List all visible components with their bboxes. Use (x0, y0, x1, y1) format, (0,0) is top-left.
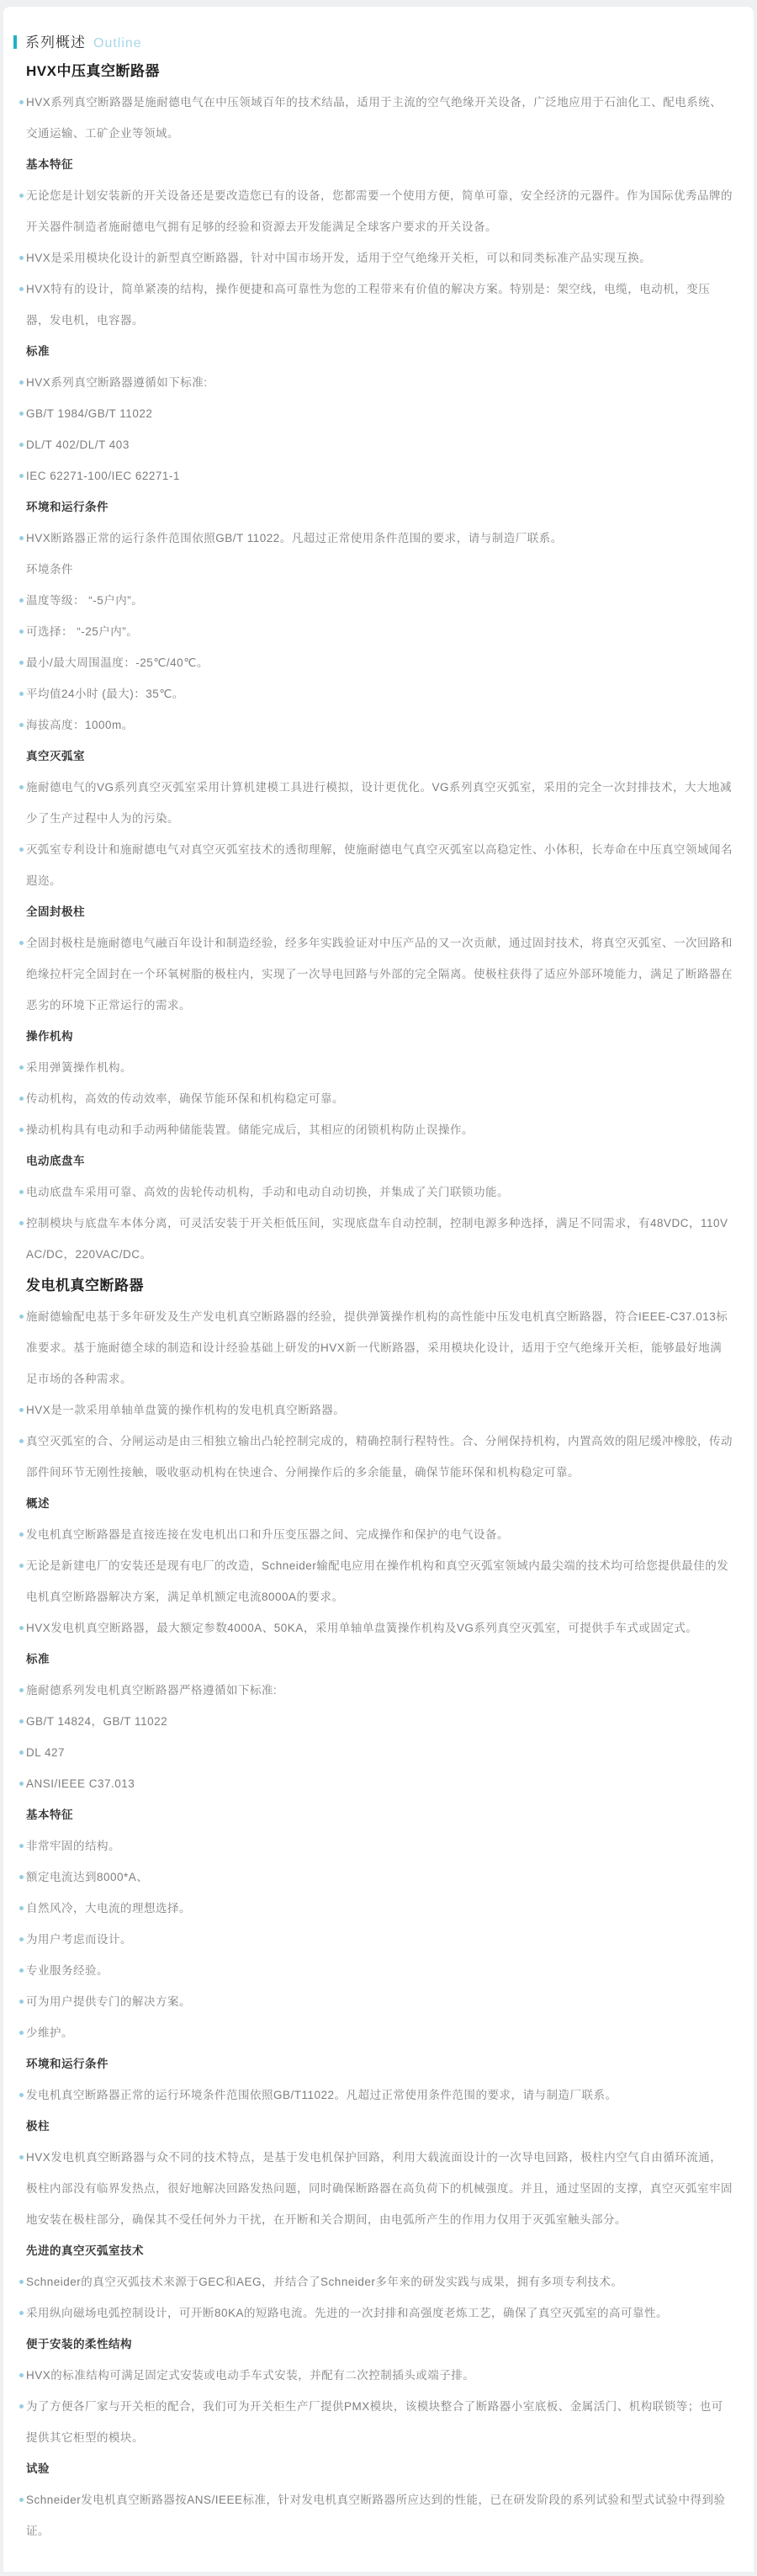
bullet-dot-icon (19, 380, 24, 385)
bullet-dot-icon (19, 661, 24, 665)
bullet-item (26, 1114, 733, 1145)
bullet-item (26, 1550, 733, 1612)
bullet-text: 全固封极柱是施耐德电气融百年设计和制造经验，经多年实践验证对中压产品的又一次贡献，通过固封技术，将真空灭弧室、一次回路和绝缘拉杆完全固封在一个环氧树脂的极柱内，实现了一次导电回路与外部的完全隔离。使极柱获得了适应外部环境能力，满足了断路器在恶劣的环境下正常运行的需求。 (26, 937, 733, 1012)
bullet-dot-icon (19, 2000, 24, 2004)
bullet-item (26, 523, 733, 554)
bullet-item (26, 1519, 733, 1550)
sub-heading: 极柱 (26, 2120, 50, 2133)
bullet-text: HVX是一款采用单轴单盘簧的操作机构的发电机真空断路器。 (26, 1404, 346, 1416)
bullet-item (26, 1426, 733, 1488)
bullet-dot-icon (19, 2311, 24, 2315)
bullet-dot-icon (19, 412, 24, 416)
bullet-dot-icon (19, 785, 24, 789)
bullet-item (26, 2079, 733, 2111)
bullet-dot-icon (19, 2373, 24, 2377)
bullet-text: ANSI/IEEE C37.013 (26, 1777, 135, 1790)
bullet-dot-icon (19, 536, 24, 540)
bullet-text: HVX是采用模块化设计的新型真空断路器，针对中国市场开发，适用于空气绝缘开关柜，可以和同类标准产品实现互换。 (26, 252, 652, 264)
bullet-text: HVX发电机真空断路器与众不同的技术特点，是基于发电机保护回路，利用大载流面设计的一次导电回路，极柱内空气自由循环流通，极柱内部没有临界发热点，很好地解决回路发热问题，同时确保断路器在高负荷下的机械强度。并且，通过坚固的支撑，真空灭弧室牢固地安装在极柱部分，确保其不受任何外力干扰，在开断和关合期间，由电弧所产生的作用力仅用于灭弧室触头部分。 (26, 2151, 733, 2226)
bullet-dot-icon (19, 1906, 24, 1910)
bullet-dot-icon (19, 474, 24, 478)
sub-heading: 基本特征 (26, 158, 73, 171)
bullet-dot-icon (19, 256, 24, 260)
bullet-text: 无论您是计划安装新的开关设备还是要改造您已有的设备，您都需要一个使用方便，简单可靠，安全经济的元器件。作为国际优秀品牌的开关器件制造者施耐德电气拥有足够的经验和资源去开发能满足全球客户要求的开关设备。 (26, 189, 733, 233)
sub-heading: 先进的真空灭弧室技术 (26, 2244, 144, 2257)
bullet-dot-icon (19, 1408, 24, 1412)
section-heading: 发电机真空断路器 (26, 1277, 144, 1293)
bullet-item (26, 2391, 733, 2453)
bullet-item (26, 1052, 733, 1083)
sub-heading: 真空灭弧室 (26, 750, 85, 762)
bullet-text: GB/T 14824，GB/T 11022 (26, 1715, 168, 1728)
bullet-text: 额定电流达到8000*A、 (26, 1871, 149, 1883)
sub-heading: 环境和运行条件 (26, 2058, 109, 2070)
bullet-text: DL/T 402/DL/T 403 (26, 438, 130, 451)
bullet-dot-icon (19, 1750, 24, 1755)
bullet-text: HVX特有的设计，简单紧凑的结构，操作便捷和高可靠性为您的工程带来有价值的解决方案。特别是：架空线，电缆，电动机，变压器，发电机，电容器。 (26, 283, 711, 327)
bullet-text: HVX发电机真空断路器，最大额定参数4000A、50KA，采用单轴单盘簧操作机构及VG系列真空灭弧室，可提供手车式或固定式。 (26, 1622, 698, 1634)
bullet-text: 无论是新建电厂的安装还是现有电厂的改造，Schneider输配电应用在操作机构和真空灭弧室领域内最尖端的技术均可给您提供最佳的发电机真空断路器解决方案，满足单机额定电流8000A的要求。 (26, 1559, 729, 1603)
bullet-item (26, 1737, 733, 1768)
bullet-item (26, 1768, 733, 1799)
bullet-dot-icon (19, 287, 24, 291)
accent-bar-icon (13, 35, 17, 49)
bullet-dot-icon (19, 598, 24, 603)
bullet-dot-icon (19, 1221, 24, 1225)
bullet-text: 专业服务经验。 (26, 1964, 109, 1977)
bullet-text: 可选择： “-25户内”。 (26, 625, 139, 638)
sub-heading: 环境和运行条件 (26, 501, 109, 513)
bullet-text: 施耐德系列发电机真空断路器严格遵循如下标准: (26, 1684, 278, 1697)
bullet-item (26, 1830, 733, 1862)
bullet-dot-icon (19, 1968, 24, 1973)
bullet-item (26, 87, 733, 149)
bullet-dot-icon (19, 1564, 24, 1568)
bullet-item (26, 2297, 733, 2329)
sub-heading: 试验 (26, 2462, 50, 2475)
bullet-text: 控制模块与底盘车本体分离，可灵活安装于开关柜低压间，实现底盘车自动控制，控制电源多种选择，满足不同需求，有48VDC，110V AC/DC，220VAC/DC。 (26, 1217, 728, 1261)
bullet-text: 发电机真空断路器正常的运行环境条件范围依照GB/T11022。凡超过正常使用条件范围的要求，请与制造厂联系。 (26, 2089, 617, 2101)
bullet-dot-icon (19, 1782, 24, 1786)
bullet-text: 自然风冷，大电流的理想选择。 (26, 1902, 191, 1915)
bullet-item (26, 1612, 733, 1644)
bullet-dot-icon (19, 1532, 24, 1537)
bullet-text: 平均值24小时 (最大)：35℃。 (26, 688, 184, 700)
bullet-text: 真空灭弧室的合、分闸运动是由三相独立输出凸轮控制完成的，精确控制行程特性。合、分闸保持机构，内置高效的阻尼缓冲橡胶，传动部件间环节无刚性接触，吸收驱动机构在快速合、分闸操作后的多余能量，确保节能环保和机构稳定可靠。 (26, 1435, 733, 1479)
bullet-dot-icon (19, 1626, 24, 1630)
bullet-dot-icon (19, 1190, 24, 1194)
bullet-item (26, 398, 733, 429)
bullet-text: 最小/最大周围温度：-25℃/40℃。 (26, 656, 209, 669)
bullet-text: HVX系列真空断路器是施耐德电气在中压领域百年的技术结晶，适用于主流的空气绝缘开关设备，广泛地应用于石油化工、配电系统、交通运输、工矿企业等领域。 (26, 96, 723, 140)
bullet-item (26, 1176, 733, 1208)
bullet-item (26, 585, 733, 616)
bullet-dot-icon (19, 1097, 24, 1101)
bullet-dot-icon (19, 1065, 24, 1070)
bullet-item (26, 2017, 733, 2048)
bullet-dot-icon (19, 100, 24, 104)
bullet-dot-icon (19, 629, 24, 634)
bullet-item (26, 678, 733, 709)
bullet-text: 操动机构具有电动和手动两种储能装置。储能完成后，其相应的闭锁机构防止误操作。 (26, 1123, 474, 1136)
bullet-item (26, 1083, 733, 1114)
bullet-dot-icon (19, 1315, 24, 1319)
bullet-item (26, 647, 733, 678)
bullet-dot-icon (19, 2280, 24, 2284)
sub-heading: 标准 (26, 1653, 50, 1665)
bullet-dot-icon (19, 1875, 24, 1879)
bullet-text: HVX断路器正常的运行条件范围依照GB/T 11022。凡超过正常使用条件范围的要求，请与制造厂联系。 (26, 532, 563, 544)
bullet-dot-icon (19, 194, 24, 198)
bullet-item (26, 1675, 733, 1706)
sub-heading: 基本特征 (26, 1809, 73, 1821)
bullet-item (26, 2142, 733, 2235)
bullet-item (26, 180, 733, 242)
bullet-dot-icon (19, 1719, 24, 1724)
bullet-item (26, 1986, 733, 2017)
page-subtitle: Outline (93, 36, 142, 50)
page-title: 系列概述 (25, 35, 86, 50)
bullet-dot-icon (19, 1844, 24, 1848)
bullet-item (26, 1955, 733, 1986)
bullet-dot-icon (19, 2031, 24, 2035)
bullet-dot-icon (19, 847, 24, 852)
bullet-item (26, 927, 733, 1021)
bullet-item (26, 709, 733, 741)
bullet-text: 灭弧室专利设计和施耐德电气对真空灭弧室技术的透彻理解，使施耐德电气真空灭弧室以高稳定性、小体积，长寿命在中压真空领域闻名遐迩。 (26, 843, 733, 887)
bullet-text: IEC 62271-100/IEC 62271-1 (26, 470, 180, 482)
bullet-text: HVX系列真空断路器遵循如下标准: (26, 376, 208, 389)
bullet-text: 施耐德电气的VG系列真空灭弧室采用计算机建模工具进行模拟，设计更优化。VG系列真空灭弧室，采用的完全一次封排技术，大大地减少了生产过程中人为的污染。 (26, 781, 733, 825)
sub-heading: 电动底盘车 (26, 1155, 85, 1167)
bullet-item (26, 1208, 733, 1270)
bullet-item (26, 2266, 733, 2297)
bullet-item (26, 367, 733, 398)
bullet-text: 少维护。 (26, 2026, 73, 2039)
bullet-dot-icon (19, 1937, 24, 1941)
bullet-text: 发电机真空断路器是直接连接在发电机出口和升压变压器之间、完成操作和保护的电气设备。 (26, 1528, 509, 1541)
section-header (26, 35, 733, 50)
section-heading: HVX中压真空断路器 (26, 63, 160, 79)
sub-heading: 概述 (26, 1497, 50, 1510)
bullet-text: 海拔高度：1000m。 (26, 719, 134, 731)
bullet-dot-icon (19, 692, 24, 696)
bullet-text: 采用弹簧操作机构。 (26, 1061, 132, 1074)
sub-heading: 全固封极柱 (26, 906, 85, 918)
bullet-dot-icon (19, 2498, 24, 2502)
bullet-item (26, 274, 733, 336)
bullet-dot-icon (19, 2155, 24, 2159)
bullet-text: GB/T 1984/GB/T 11022 (26, 407, 153, 420)
bullet-dot-icon (19, 941, 24, 945)
bullet-item (26, 1862, 733, 1893)
bullet-item (26, 429, 733, 460)
bullet-dot-icon (19, 443, 24, 447)
bullet-item (26, 834, 733, 896)
sub-heading: 标准 (26, 345, 50, 358)
document-body (26, 56, 733, 2547)
bullet-text: 为了方便各厂家与开关柜的配合，我们可为开关柜生产厂提供PMX模块，该模块整合了断路器小室底板、金属活门、机构联锁等；也可提供其它柜型的模块。 (26, 2400, 723, 2444)
bullet-text: 电动底盘车采用可靠、高效的齿轮传动机构，手动和电动自动切换，并集成了关门联锁功能。 (26, 1186, 509, 1198)
bullet-text: Schneider的真空灭弧技术来源于GEC和AEG，并结合了Schneider多年来的研发实践与成果，拥有多项专利技术。 (26, 2276, 623, 2288)
sub-heading: 便于安装的柔性结构 (26, 2338, 132, 2350)
bullet-item (26, 1706, 733, 1737)
bullet-item (26, 616, 733, 647)
content-card (3, 7, 754, 2572)
bullet-dot-icon (19, 2093, 24, 2097)
bullet-dot-icon (19, 2404, 24, 2409)
bullet-item (26, 2484, 733, 2547)
bullet-item (26, 1301, 733, 1394)
bullet-item (26, 2360, 733, 2391)
bullet-text: 非常牢固的结构。 (26, 1840, 120, 1852)
bullet-dot-icon (19, 1688, 24, 1692)
sub-heading: 操作机构 (26, 1030, 73, 1043)
bullet-item (26, 1394, 733, 1426)
bullet-text: 可为用户提供专门的解决方案。 (26, 1995, 191, 2008)
bullet-item (26, 1924, 733, 1955)
plain-text: 环境条件 (26, 563, 73, 576)
bullet-text: HVX的标准结构可满足固定式安装或电动手车式安装，并配有二次控制插头或端子排。 (26, 2369, 475, 2382)
bullet-dot-icon (19, 723, 24, 727)
bullet-text: 传动机构，高效的传动效率，确保节能环保和机构稳定可靠。 (26, 1092, 344, 1105)
bullet-text: 施耐德输配电基于多年研发及生产发电机真空断路器的经验，提供弹簧操作机构的高性能中压发电机真空断路器，符合IEEE-C37.013标准要求。基于施耐德全球的制造和设计经验基础上研发的HVX新一代断路器，采用模块化设计，适用于空气绝缘开关柜，能够最好地满足市场的各种需求。 (26, 1310, 728, 1385)
bullet-text: 温度等级： “-5户内”。 (26, 594, 144, 607)
bullet-text: DL 427 (26, 1746, 66, 1759)
bullet-text: 为用户考虑而设计。 (26, 1933, 132, 1946)
bullet-dot-icon (19, 1128, 24, 1132)
bullet-text: 采用纵向磁场电弧控制设计，可开断80KA的短路电流。先进的一次封排和高强度老炼工艺，确保了真空灭弧室的高可靠性。 (26, 2307, 669, 2319)
bullet-item (26, 1893, 733, 1924)
bullet-dot-icon (19, 1439, 24, 1443)
bullet-item (26, 772, 733, 834)
bullet-item (26, 242, 733, 274)
bullet-text: Schneider发电机真空断路器按ANS/IEEE标准，针对发电机真空断路器所应达到的性能，已在研发阶段的系列试验和型式试验中得到验证。 (26, 2494, 726, 2537)
bullet-item (26, 460, 733, 491)
